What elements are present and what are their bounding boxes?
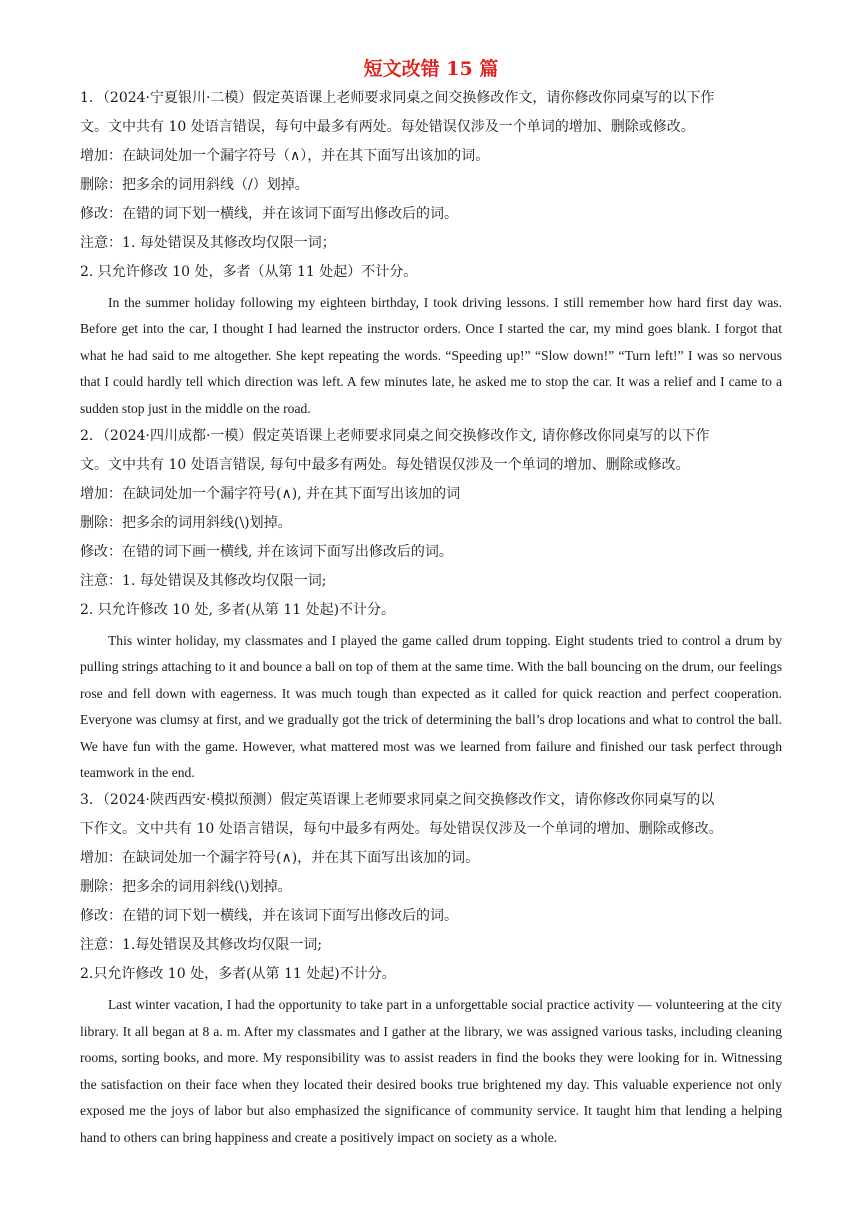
question-1-rule-add: 增加：在缺词处加一个漏字符号（∧），并在其下面写出该加的词。	[80, 148, 490, 164]
question-1-rule-delete: 删除：把多余的词用斜线（/）划掉。	[80, 177, 309, 193]
question-3-intro-line-2: 下作文。文中共有 10 处语言错误，每句中最多有两处。每处错误仅涉及一个单词的增加、删除或修改。	[80, 821, 723, 838]
question-2-rule-delete: 删除：把多余的词用斜线(\)划掉。	[80, 515, 292, 532]
document-title: 短文改错 15 篇	[363, 58, 499, 80]
question-2-note-2: 2. 只允许修改 10 处, 多者(从第 11 处起)不计分。	[80, 602, 396, 619]
question-2-passage: This winter holiday, my classmates and I played the game called drum topping. Eight students tried to control a drum by pulling strings attaching to it and bounce a ball on top of them at the same time. With the ball bouncing on the drum, our feelings rose and fell down with eagerness. It was much tough than expected as it called for quick reaction and perfect cooperation. Everyone was clumsy at first, and we gradually got the trick of determining the ball’s drop locations and what to control the ball. We have fun with the game. However, what mattered most was we learned from failure and finished our task perfect through teamwork in the end.	[80, 633, 782, 781]
question-3-note-1: 注意：1.每处错误及其修改均仅限一词;	[80, 937, 323, 954]
question-1-intro-line-1: 1．（2024·宁夏银川·二模）假定英语课上老师要求同桌之间交换修改作文，请你修改你同桌写的以下作	[80, 90, 715, 106]
question-3-rule-modify: 修改：在错的词下划一横线，并在该词下面写出修改后的词。	[80, 908, 458, 925]
question-3	[80, 786, 782, 1150]
question-2-note-1: 注意：1. 每处错误及其修改均仅限一词;	[80, 573, 327, 590]
question-1	[80, 84, 782, 422]
question-3-rule-delete: 删除：把多余的词用斜线(\)划掉。	[80, 879, 292, 896]
question-2-rule-add: 增加：在缺词处加一个漏字符号(∧), 并在其下面写出该加的词	[80, 486, 461, 503]
question-3-intro-line-1: 3．（2024·陕西西安·模拟预测）假定英语课上老师要求同桌之间交换修改作文，请你修改你同桌写的以	[80, 792, 715, 809]
question-1-rule-modify: 修改：在错的词下划一横线，并在该词下面写出修改后的词。	[80, 206, 458, 222]
question-1-intro-line-2: 文。文中共有 10 处语言错误，每句中最多有两处。每处错误仅涉及一个单词的增加、删除或修改。	[80, 119, 695, 135]
question-2-intro-line-1: 2．（2024·四川成都·一模）假定英语课上老师要求同桌之间交换修改作文, 请你修改你同桌写的以下作	[80, 428, 710, 445]
question-3-passage: Last winter vacation, I had the opportunity to take part in a unforgettable social practice activity — volunteering at the city library. It all began at 8 a. m. After my classmates and I gather at the library, we was assigned various tasks, including cleaning rooms, sorting books, and more. My responsibility was to assist readers in find the books they were looking for in. Witnessing the satisfaction on their face when they located their desired books true brightened my day. This valuable experience not only exposed me the joys of labor but also emphasized the significance of community service. It taught him that lending a helping hand to others can bring happiness and create a positively impact on society as a whole.	[80, 997, 782, 1145]
question-2-intro-line-2: 文。文中共有 10 处语言错误, 每句中最多有两处。每处错误仅涉及一个单词的增加、删除或修改。	[80, 457, 690, 474]
document-page	[80, 54, 782, 1151]
question-1-passage: In the summer holiday following my eighteen birthday, I took driving lessons. I still remember how hard first day was. Before get into the car, I thought I had learned the instructor orders. Once I started the car, my mind goes blank. I forgot that what he had said to me altogether. She kept repeating the words. “Speeding up!” “Slow down!” “Turn left!” I was so nervous that I could hardly tell which direction was left. A few minutes late, he asked me to stop the car. It was a relief and I came to a sudden stop just in the middle on the road.	[80, 295, 782, 416]
question-3-rule-add: 增加：在缺词处加一个漏字符号(∧)，并在其下面写出该加的词。	[80, 850, 480, 867]
question-3-note-2: 2.只允许修改 10 处，多者(从第 11 处起)不计分。	[80, 966, 396, 983]
question-1-note-1: 注意：1. 每处错误及其修改均仅限一词；	[80, 235, 336, 251]
question-2	[80, 422, 782, 786]
question-1-note-2: 2. 只允许修改 10 处，多者（从第 11 处起）不计分。	[80, 264, 418, 280]
question-2-rule-modify: 修改：在错的词下画一横线, 并在该词下面写出修改后的词。	[80, 544, 453, 561]
